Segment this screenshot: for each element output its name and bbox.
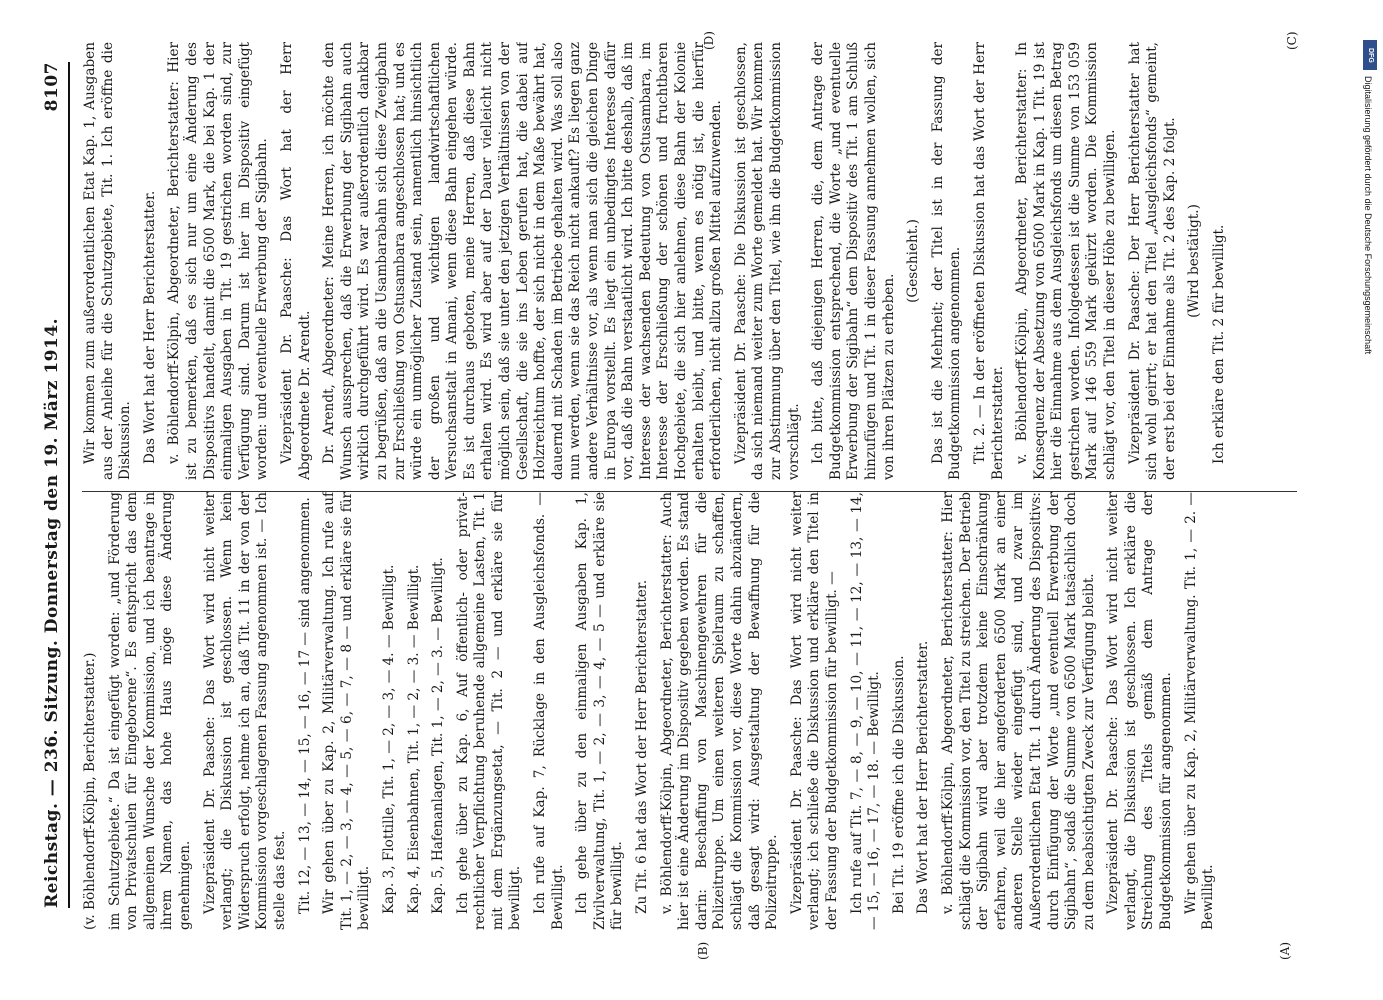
- left-column-paragraph: Wir gehen über zu Kap. 2, Militärverwaltung. Ich rufe auf Tit. 1, — 2, — 3, — 4, — 5, — 6, — 7, — 8 — und erkläre sie für bewilligt.: [321, 492, 373, 930]
- left-column-paragraph: Ich rufe auf Tit. 7, — 8, — 9, — 10, — 11, — 12, — 13, — 14, — 15, — 16, — 17, — 18. — Bewilligt.: [848, 492, 883, 930]
- margin-marker-d: (D): [702, 31, 716, 50]
- left-column-paragraph: Kap. 3, Flottille, Tit. 1, — 2, — 3, — 4. — Bewilligt.: [380, 564, 397, 914]
- right-column-paragraph: (Wird bestätigt.): [1186, 204, 1203, 318]
- column-divider: [82, 491, 1297, 492]
- right-column-paragraph: Ich bitte, daß diejenigen Herren, die, dem Antrage der Budgetkommission entsprechend, die Worte „und eventuelle Erwerbung der Sigibahn“ dem Dispositiv des Tit. 1 am Schluß hinzufügen und Tit. 1 in dieser Fassung annehmen wollen, sich von ihren Plätzen zu erheben.: [810, 42, 897, 480]
- margin-marker-b: (B): [696, 941, 710, 960]
- left-column-paragraph: Kap. 5, Hafenanlagen, Tit. 1, — 2, — 3. — Bewilligt.: [430, 557, 447, 914]
- left-column-paragraph: Vizepräsident Dr. Paasche: Das Wort wird nicht weiter verlangt, die Diskussion ist geschlossen. Ich erkläre die Streichung des Titels gemäß dem Antrage der Budgetkommission für angenommen.: [1105, 492, 1175, 930]
- right-column-paragraph: Dr. Arendt, Abgeordneter: Meine Herren, ich möchte den Wunsch aussprechen, daß die Erwerbung der Sigibahn auch wirklich durchgeführt wird. Es war außerordentlich dankbar zu begrüßen, daß an die Usambarabahn sich diese Zweigbahn zur Erschließung von Ostusambara angeschlossen hat; und es würde ein unmöglicher Zustand sein, namentlich hinsichtlich der großen und wichtigen landwirtschaftlichen Versuchsanstalt in Amani, wenn diese Bahn eingehen würde. Es ist durchaus geboten, meine Herren, daß diese Bahn erhalten wird. Es wird aber auf der Dauer vielleicht nicht möglich sein, daß sie unter den jetzigen Verhältnissen von der Gesellschaft, die sie ins Leben gerufen hat, die dabei auf Holzreichtum hoffte, der sich nicht in dem Maße bewährt hat, dauernd mit Schaden im Betriebe gehalten wird. Was soll also nun werden, wenn sie das Reich nicht ankauft? Es liegen ganz andere Verhältnisse vor, als wenn man sich die gleichen Dinge in Europa vorstellt. Es liegt ein unbedingtes Interesse dafür vor, daß die Bahn verstaatlicht wird. Ich bitte deshalb, daß im Interesse der wachsenden Bedeutung von Ostusambara, im Interesse der Erschließung der schönen und fruchtbaren Hochgebiete, die sich hier anlehnen, diese Bahn der Kolonie erhalten bleibt, und bitte, wenn es nötig ist, die hierfür erforderlichen, nicht allzu großen Mittel aufzuwenden.: [321, 42, 725, 480]
- left-column-paragraph: Vizepräsident Dr. Paasche: Das Wort wird nicht weiter verlangt; ich schließe die Diskussion und erkläre den Titel in der Fassung der Budgetkommission für bewilligt. —: [788, 492, 840, 930]
- left-column-paragraph: Zu Tit. 6 hat das Wort der Herr Berichterstatter.: [634, 579, 651, 914]
- left-column: [82, 492, 1297, 930]
- right-column-paragraph: (Geschieht.): [905, 219, 922, 303]
- right-column-paragraph: Wir kommen zum außerordentlichen Etat Kap. 1, Ausgaben aus der Anleihe für die Schutzgebiete, Tit. 1. Ich eröffne die Diskussion.: [82, 42, 134, 480]
- margin-marker-c: (C): [1285, 31, 1299, 50]
- margin-marker-a: (A): [1278, 941, 1292, 960]
- dfg-logo: DFG: [1363, 40, 1377, 70]
- page-number: 8107: [42, 62, 62, 112]
- right-column-paragraph: Das ist die Mehrheit; der Titel ist in der Fassung der Budgetkommission angenommen.: [929, 42, 964, 480]
- running-head: [38, 62, 70, 908]
- left-column-paragraph: v. Böhlendorff-Kölpin, Abgeordneter, Berichterstatter: Hier schlägt die Kommission vor, den Titel zu streichen. Der Betrieb der Sigibahn wird aber trotzdem keine Einschränkung erfahren, weil die hier angeforderten 6500 Mark an einer anderen Stelle wieder eingefügt sind, und zwar im Außerordentlichen Etat Tit. 1 durch Änderung des Dispositivs: durch Einfügung der Worte „und eventuell Erwerbung der Sigibahn“, sodaß die Summe von 6500 Mark tatsächlich doch zu dem beabsichtigten Zweck zur Verfügung bleibt.: [939, 492, 1097, 930]
- left-column-paragraph: Kap. 4, Eisenbahnen, Tit. 1, — 2, — 3. — Bewilligt.: [405, 564, 422, 914]
- right-column: [82, 42, 1297, 480]
- right-column-paragraph: v. Böhlendorff-Kölpin, Abgeordneter, Berichterstatter: In Konsequenz der Absetzung von 6500 Mark in Kap. 1 Tit. 19 ist hier die Einnahme aus dem Ausgleichsfonds um diesen Betrag gestrichen worden. Infolgedessen ist die Summe von 153 059 Mark auf 146 559 Mark gekürzt worden. Die Kommission schlägt vor, den Titel in dieser Höhe zu bewilligen.: [1014, 42, 1119, 480]
- right-column-paragraph: Vizepräsident Dr. Paasche: Der Herr Berichterstatter hat sich wohl geirrt; er hat den Titel „Ausgleichsfonds“ gemeint, der erst bei der Einnahme als Tit. 2 des Kap. 2 folgt.: [1126, 42, 1178, 480]
- left-column-paragraph: Vizepräsident Dr. Paasche: Das Wort wird nicht weiter verlangt; die Diskussion ist geschlossen. Wenn kein Widerspruch erfolgt, nehme ich an, daß Tit. 11 in der von der Kommission vorgeschlagenen Fassung angenommen ist. — Ich stelle das fest.: [201, 492, 288, 930]
- left-column-paragraph: Das Wort hat der Herr Berichterstatter.: [915, 640, 932, 914]
- left-column-paragraph: Ich gehe über zu Kap. 6, Auf öffentlich- oder privat-rechtlicher Verpflichtung beruhende allgemeine Lasten, Tit. 1 mit dem Ergänzungsetat, — Tit. 2 — und erkläre sie für bewilligt.: [454, 492, 524, 930]
- left-column-paragraph: Ich gehe über zu den einmaligen Ausgaben Kap. 1, Zivilverwaltung, Tit. 1, — 2, — 3, — 4, — 5 — und erkläre sie für bewilligt.: [574, 492, 626, 930]
- left-column-paragraph: (v. Böhlendorff-Kölpin, Berichterstatter.): [82, 652, 98, 930]
- right-column-paragraph: v. Böhlendorff-Kölpin, Abgeordneter, Berichterstatter: Hier ist zu bemerken, daß es sich nur um eine Änderung des Dispositivs handelt, damit die 6500 Mark, die bei Kap. 1 der einmaligen Ausgaben in Tit. 19 gestrichen worden sind, zur Verfügung sind. Darum ist hier im Dispositiv eingefügt worden: und eventuelle Erwerbung der Sigibahn.: [166, 42, 271, 480]
- right-column-paragraph: Ich erkläre den Tit. 2 für bewilligt.: [1211, 224, 1228, 464]
- credit-text: Digitalisierung gefördert durch die Deutsche Forschungsgemeinschaft: [1363, 76, 1373, 355]
- digitization-credit: [1363, 40, 1377, 960]
- running-head-title: Reichstag. — 236. Sitzung. Donnerstag den 19. März 1914.: [42, 317, 62, 908]
- right-column-paragraph: Tit. 2. — In der eröffneten Diskussion hat das Wort der Herr Berichterstatter.: [971, 42, 1006, 480]
- left-column-paragraph: v. Böhlendorff-Kölpin, Abgeordneter, Berichterstatter: Auch hier ist eine Änderung im Dispositiv gegeben worden. Es stand darin: Beschaffung von Maschinengewehren für die Polizeitruppe. Um einen weiteren Spielraum zu schaffen, schlägt die Kommission vor, diese Worte dahin abzuändern, daß gesagt wird: Ausgestaltung der Bewaffnung für die Polizeitruppe.: [658, 492, 781, 930]
- right-column-paragraph: Vizepräsident Dr. Paasche: Das Wort hat der Herr Abgeordnete Dr. Arendt.: [278, 42, 313, 480]
- left-column-paragraph: Ich rufe auf Kap. 7, Rücklage in den Ausgleichsfonds. — Bewilligt.: [532, 492, 566, 930]
- right-column-paragraph: Das Wort hat der Herr Berichterstatter.: [141, 190, 158, 464]
- left-column-paragraph: Bei Tit. 19 eröffne ich die Diskussion.: [890, 655, 907, 914]
- left-column-paragraph: Wir gehen über zu Kap. 2, Militärverwaltung. Tit. 1, — 2. — Bewilligt.: [1182, 492, 1217, 930]
- left-column-paragraph: Tit. 12, — 13, — 14, — 15, — 16, — 17 — sind angenommen.: [296, 497, 313, 914]
- left-column-paragraph: im Schutzgebiete.“ Da ist eingefügt worden: „und Förderung von Privatschulen für Eingeborene“. Es entspricht das dem allgemeinen Wunsche der Kommission, und ich beantrage in ihrem Namen, das hohe Haus möge diese Änderung genehmigen.: [106, 492, 193, 930]
- right-column-paragraph: Vizepräsident Dr. Paasche: Die Diskussion ist geschlossen, da sich niemand weiter zum Worte gemeldet hat. Wir kommen zur Abstimmung über den Titel, wie ihn die Budgetkommission vorschlägt.: [732, 42, 802, 480]
